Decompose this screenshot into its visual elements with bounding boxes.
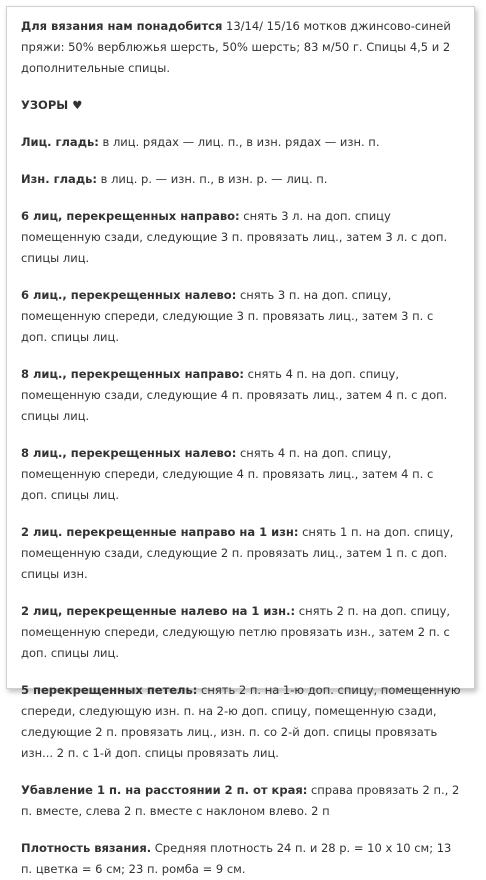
pattern-2-cross-left-over-1 [21,601,462,664]
pattern-reverse-stockinette [21,169,462,190]
pattern-stockinette [21,132,462,153]
pattern-2-cross-right-over-1 [21,522,462,585]
pattern-6-cross-right [21,206,462,269]
gauge-text: Средняя плотность 24 п. и 28 р. = 10 х 10 см; 13 п. цветка = 6 см; 23 п. ромба = 9 см. [21,841,452,876]
pattern-text: снять 4 п. на доп. спицу, помещенную сзади, следующие 4 п. провязать лиц., затем 4 п. с доп. спицы лиц. [21,367,448,423]
pattern-decrease [21,780,462,822]
materials-text: 13/14/ 15/16 мотков джинсово-синей пряжи: 50% верблюжья шерсть, 50% шерсть; 83 м/50 г. Спицы 4,5 и 2 дополнительные спицы. [21,19,451,75]
gauge-label: Плотность вязания. [21,841,152,855]
pattern-text: снять 2 п. на доп. спицу, помещенную спереди, следующую петлю провязать изн., затем 2 п. с доп. спицы лиц. [21,604,451,660]
pattern-text: снять 3 п. на доп. спицу, помещенную спереди, следующие 3 п. провязать лиц., затем 3 п. с доп. спицы лиц. [21,288,434,344]
pattern-label: Изн. гладь: [21,172,97,186]
pattern-label: Убавление 1 п. на расстоянии 2 п. от края: [21,783,308,797]
pattern-text: справа провязать 2 п., 2 п. вместе, слева 2 п. вместе с наклоном влево. 2 п [21,783,460,818]
materials-label: Для вязания нам понадобится [21,19,223,33]
pattern-label: 6 лиц., перекрещенных налево: [21,288,237,302]
pattern-label: 2 лиц. перекрещенные направо на 1 изн: [21,525,299,539]
pattern-8-cross-left [21,443,462,506]
pattern-text: снять 2 п. на 1-ю доп. спицу, помещенную спереди, следующую изн. п. на 2-ю доп. спицу, помещенную сзади, следующие 2 п. провязать лиц., изн. п. со 2-й доп. спицы провязать изн... 2 п. с 1-й доп. спицы провязать лиц. [21,683,461,760]
gauge-paragraph [21,838,462,880]
pattern-text: снять 4 п. на доп. спицу, помещенную спереди, следующие 4 п. провязать лиц., затем 4 п. с доп. спицы лиц. [21,446,434,502]
pattern-text: снять 1 п. на доп. спицу, помещенную сзади, следующие 2 п. провязать лиц., затем 1 п. с доп. спицы изн. [21,525,454,581]
pattern-5-crossed-stitches [21,680,462,764]
pattern-label: 2 лиц, перекрещенные налево на 1 изн.: [21,604,296,618]
materials-paragraph [21,16,462,79]
pattern-8-cross-right [21,364,462,427]
pattern-label: 8 лиц., перекрещенных направо: [21,367,245,381]
pattern-text: в лиц. рядах — лиц. п., в изн. рядах — изн. п. [98,135,380,149]
pattern-6-cross-left [21,285,462,348]
patterns-heading: УЗОРЫ ♥ [21,98,83,112]
pattern-text: снять 3 л. на доп. спицу помещенную сзади, следующие 3 п. провязать лиц., затем 3 л. с доп. спицы лиц. [21,209,448,265]
pattern-label: 6 лиц, перекрещенных направо: [21,209,240,223]
pattern-text: в лиц. р. — изн. п., в изн. р. — лиц. п. [96,172,328,186]
pattern-label: Лиц. гладь: [21,135,99,149]
pattern-label: 5 перекрещенных петель: [21,683,198,697]
pattern-label: 8 лиц., перекрещенных налево: [21,446,237,460]
document-card [6,6,475,876]
